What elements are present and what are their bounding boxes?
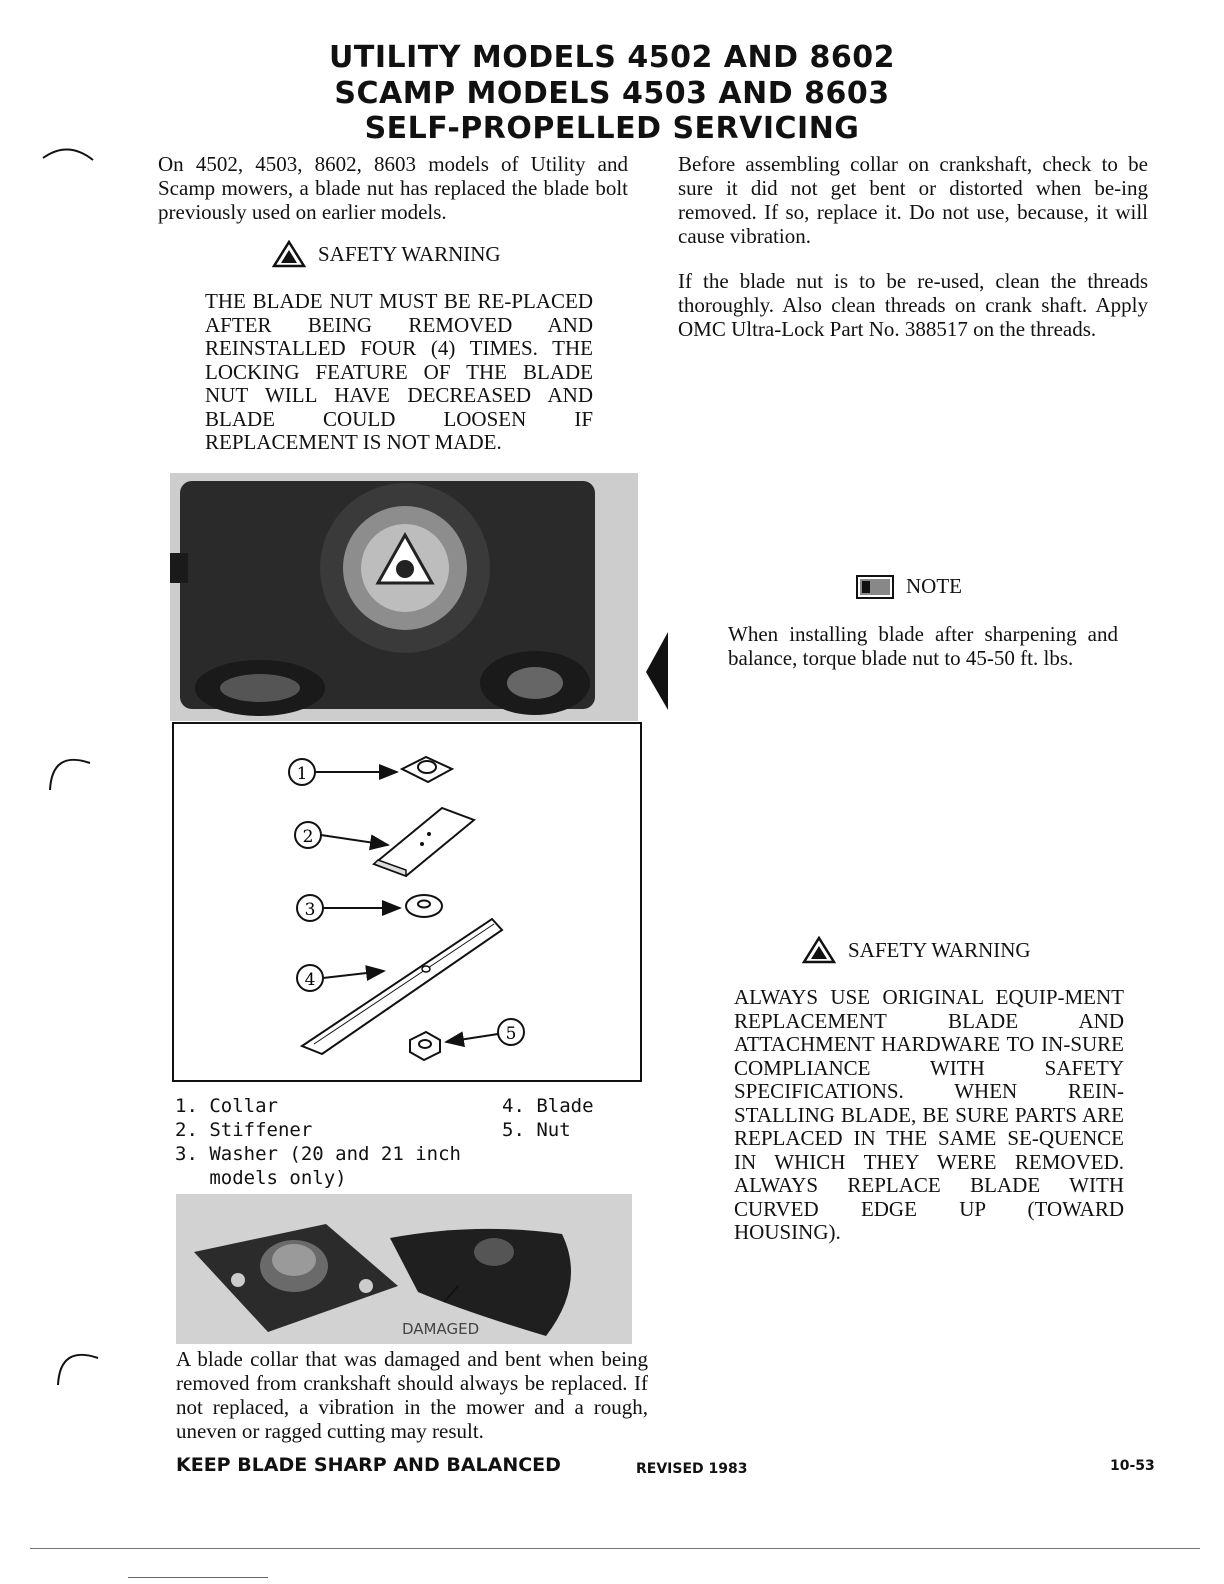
callout-1: 1: [296, 764, 308, 784]
parts-diagram-drawing: [174, 724, 640, 1080]
title-line-1: UTILITY MODELS 4502 AND 8602: [329, 40, 895, 75]
footer-slogan: KEEP BLADE SHARP AND BALANCED: [176, 1454, 561, 1476]
collar-caption: A blade collar that was damaged and bent when being removed from crankshaft should always be replaced. If not replaced, a vibration in the mower and a rough, uneven or ragged cutting may result.: [176, 1347, 648, 1443]
mower-photo-drawing: [170, 473, 638, 721]
note-icon: [856, 575, 894, 599]
damaged-collar-photo: [176, 1194, 632, 1344]
scan-edge-line: [30, 1548, 1200, 1549]
legend-item-stiffener: 2. Stiffener: [175, 1119, 313, 1141]
callout-2: 2: [302, 827, 314, 847]
binder-mark-1: [38, 140, 98, 180]
legend-item-washer: 3. Washer (20 and 21 inch: [175, 1143, 461, 1165]
legend-item-collar: 1. Collar: [175, 1095, 278, 1117]
intro-paragraph: On 4502, 4503, 8602, 8603 models of Utility and Scamp mowers, a blade nut has replaced the blade bolt previously used on earlier models.: [158, 152, 628, 224]
title-line-3: SELF-PROPELLED SERVICING: [364, 111, 860, 146]
page-number: 10-53: [1110, 1458, 1155, 1474]
callout-5: 5: [505, 1024, 517, 1044]
title-line-2: SCAMP MODELS 4503 AND 8603: [334, 76, 890, 111]
binder-mark-2: [42, 745, 102, 795]
callout-3: 3: [304, 900, 316, 920]
left-warning-label: SAFETY WARNING: [318, 241, 501, 266]
right-paragraph-1: Before assembling collar on crankshaft, check to be sure it did not get bent or distorted when be-ing removed. If so, replace it. Do not use, because, it will cause vibration.: [678, 152, 1148, 248]
right-warning-label: SAFETY WARNING: [848, 937, 1031, 962]
exploded-parts-diagram: [172, 722, 642, 1082]
damaged-label: DAMAGED: [402, 1320, 480, 1338]
right-warning-text: ALWAYS USE ORIGINAL EQUIP-MENT REPLACEMENT BLADE AND ATTACHMENT HARDWARE TO IN-SURE COMPLIANCE WITH SAFETY SPECIFICATIONS. WHEN REIN-STALLING BLADE, BE SURE PARTS ARE REPLACED IN THE SAME SE-QUENCE IN WHICH THEY WERE REMOVED. ALWAYS REPLACE BLADE WITH CURVED EDGE UP (TOWARD HOUSING).: [734, 985, 1124, 1244]
legend-item-washer-cont: models only): [175, 1167, 347, 1189]
mower-underside-photo: [170, 473, 638, 721]
binder-mark-3: [50, 1340, 110, 1390]
right-paragraph-2: If the blade nut is to be re-used, clean the threads thoroughly. Also clean threads on crank shaft. Apply OMC Ultra-Lock Part No. 388517 on the threads.: [678, 269, 1148, 341]
note-heading: [856, 574, 962, 599]
scan-edge-mark: [128, 1577, 268, 1578]
right-warning-heading: [802, 936, 1031, 964]
warning-triangle-icon: [802, 936, 836, 964]
legend-item-blade: 4. Blade: [502, 1095, 594, 1117]
left-warning-text: THE BLADE NUT MUST BE RE-PLACED AFTER BEING REMOVED AND REINSTALLED FOUR (4) TIMES. THE LOCKING FEATURE OF THE BLADE NUT WILL HAVE DECREASED AND BLADE COULD LOOSEN IF REPLACEMENT IS NOT MADE.: [205, 289, 593, 454]
section-tab-marker: [644, 632, 672, 712]
note-text: When installing blade after sharpening and balance, torque blade nut to 45-50 ft. lbs.: [728, 622, 1118, 670]
left-warning-heading: [272, 240, 501, 268]
note-label: NOTE: [906, 574, 962, 598]
collar-photo-drawing: [176, 1194, 632, 1344]
footer-revised: REVISED 1983: [636, 1461, 748, 1477]
callout-4: 4: [304, 970, 316, 990]
warning-triangle-icon: [272, 240, 306, 268]
legend-item-nut: 5. Nut: [502, 1119, 571, 1141]
